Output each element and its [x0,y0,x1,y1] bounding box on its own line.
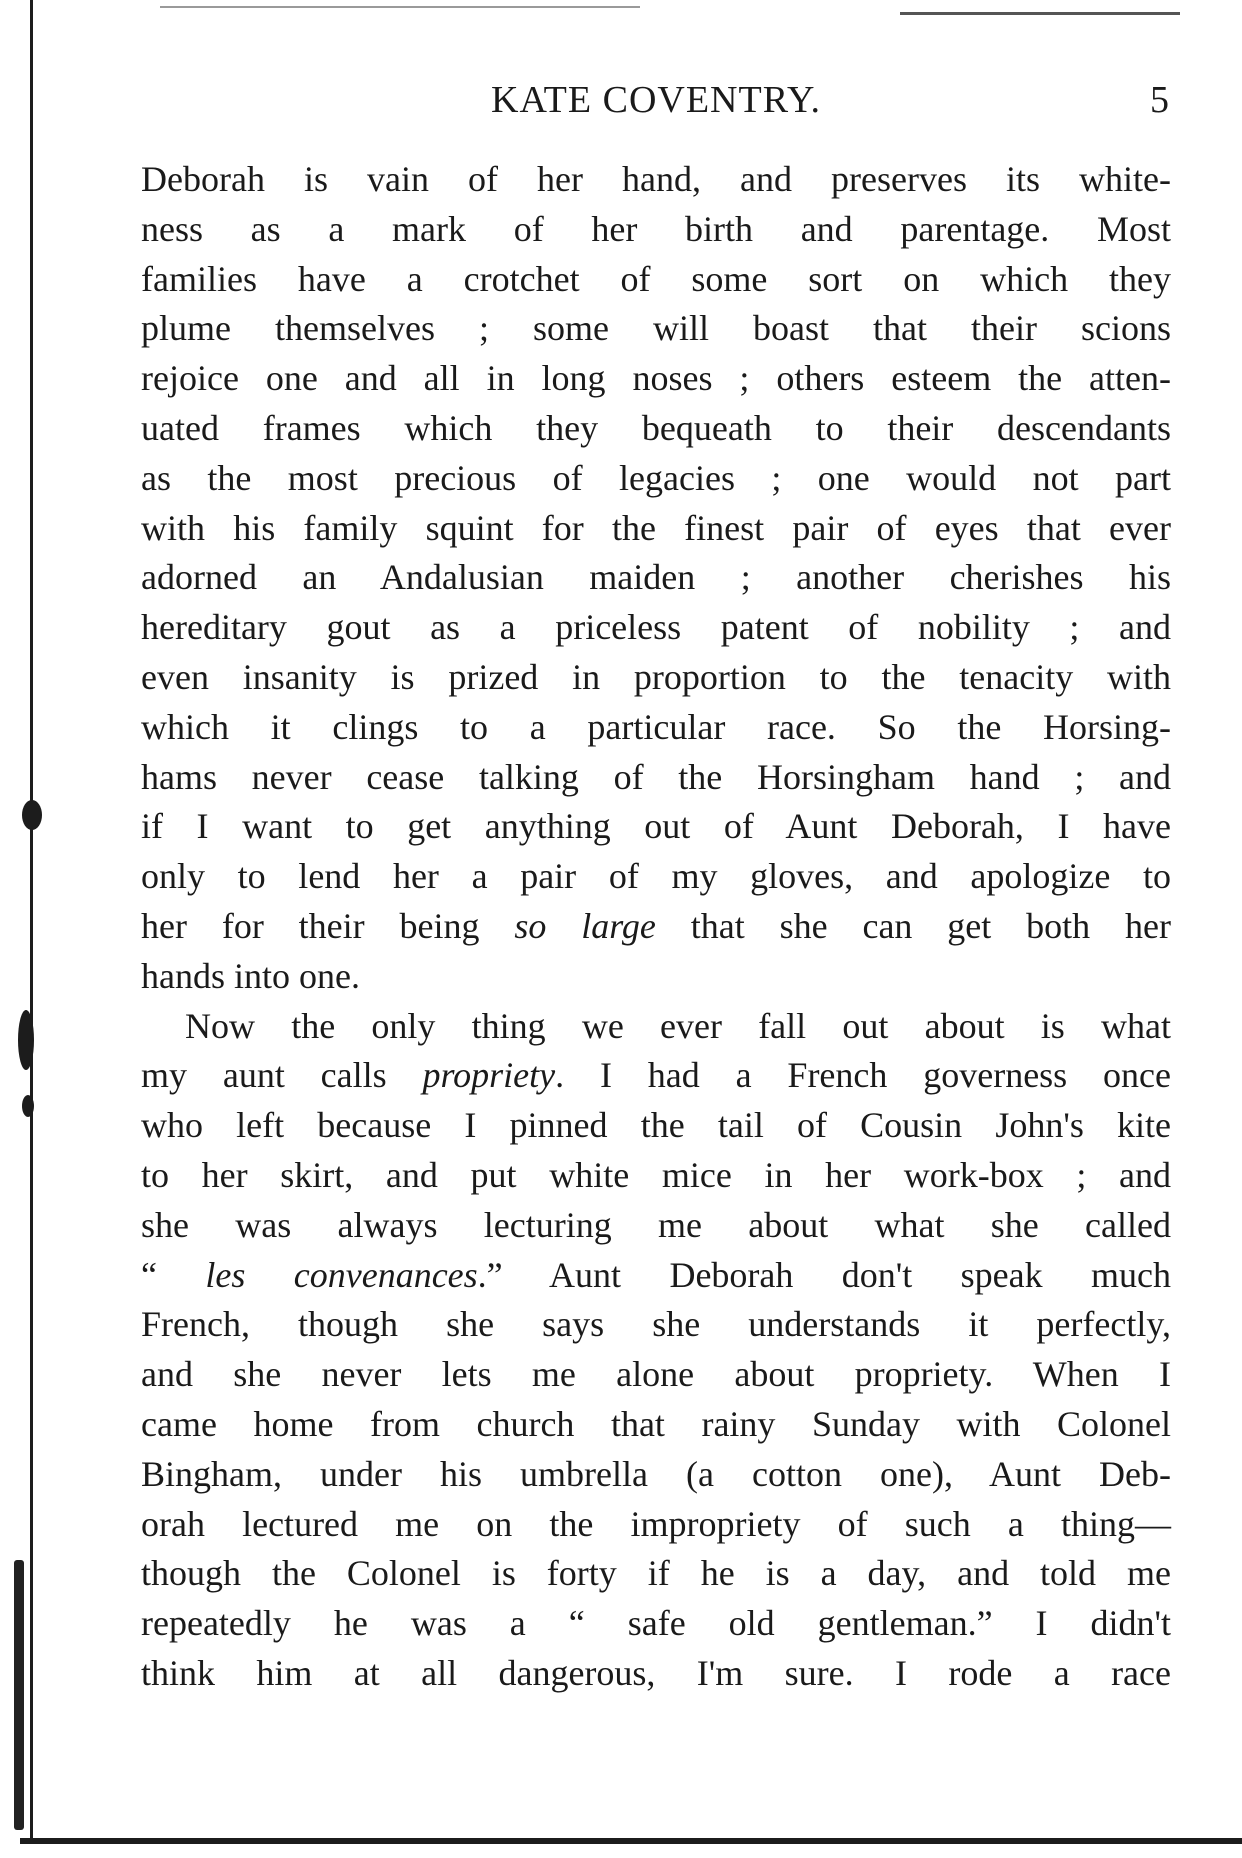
text-run: came home from church that rainy Sunday with Colonel [141,1403,1171,1444]
text-run: she was always lecturing me about what she called [141,1204,1171,1245]
text-line [141,1300,1171,1350]
paragraph [141,1002,1171,1699]
text-line [141,205,1171,255]
text-line [141,952,1171,1002]
text-line [141,852,1171,902]
text-run: though the Colonel is forty if he is a day, and told me [141,1553,1171,1594]
text-line [141,553,1171,603]
italic-text: propriety [422,1055,556,1096]
text-line [141,1400,1171,1450]
text-run: as the most precious of legacies ; one would not part [141,457,1171,498]
text-run: her for their being [141,905,515,946]
text-line [141,1151,1171,1201]
text-line [141,304,1171,354]
text-line [141,1251,1171,1301]
text-run: to her skirt, and put white mice in her work-box ; and [141,1154,1171,1195]
text-run: adorned an Andalusian maiden ; another cherishes his [141,557,1171,598]
running-title: KATE COVENTRY. [491,79,821,121]
text-line [141,155,1171,205]
text-line [141,1051,1171,1101]
text-line [141,802,1171,852]
text-run: that she can get both her [655,905,1171,946]
text-line [141,1450,1171,1500]
paragraph [141,155,1171,1002]
text-line [141,454,1171,504]
text-run: if I want to get anything out of Aunt Deborah, I have [141,806,1171,847]
text-run: with his family squint for the finest pair of eyes that ever [141,507,1171,548]
text-run: families have a crotchet of some sort on which they [141,258,1171,299]
text-line [141,354,1171,404]
text-run: who left because I pinned the tail of Cousin John's kite [141,1105,1171,1146]
scan-blot [22,800,42,830]
text-run: only to lend her a pair of my gloves, and apologize to [141,856,1171,897]
text-line [141,404,1171,454]
running-head [141,78,1171,128]
text-line [141,902,1171,952]
text-run: ness as a mark of her birth and parentage. Most [141,208,1171,249]
text-run: repeatedly he was a “ safe old gentleman.” I didn't [141,1603,1171,1644]
text-line [141,1201,1171,1251]
text-run: which it clings to a particular race. So the Horsing- [141,706,1171,747]
text-line [141,753,1171,803]
page-number: 5 [1150,79,1169,121]
text-run: Deborah is vain of her hand, and preserves its white- [141,159,1171,199]
text-line [141,1649,1171,1699]
text-line [141,653,1171,703]
text-run: uated frames which they bequeath to their descendants [141,407,1171,448]
text-run: and she never lets me alone about propriety. When I [141,1354,1171,1395]
text-run: think him at all dangerous, I'm sure. I rode a race [141,1652,1171,1693]
scan-bottom-edge [20,1838,1242,1844]
text-run: “ [141,1254,206,1295]
scan-left-edge [30,0,33,1840]
text-run: my aunt calls [141,1055,423,1096]
body-text [141,155,1171,1699]
text-run: plume themselves ; some will boast that their scions [141,308,1171,349]
text-line [141,255,1171,305]
text-run: .” Aunt Deborah don't speak much [477,1254,1171,1295]
text-line [141,1549,1171,1599]
text-run: even insanity is prized in proportion to the tenacity with [141,656,1171,697]
italic-text: so large [514,905,656,946]
scan-blot [22,1095,34,1117]
text-line [141,703,1171,753]
text-line [141,1350,1171,1400]
text-run: Now the only thing we ever fall out about is what [185,1005,1171,1046]
text-line [141,1599,1171,1649]
scan-top-mark-right [900,12,1180,15]
text-run: rejoice one and all in long noses ; others esteem the atten- [141,358,1171,399]
scan-blot [18,1010,34,1070]
text-run: hands into one. [141,955,360,996]
text-line [141,1002,1171,1052]
text-line [141,1500,1171,1550]
text-run: orah lectured me on the impropriety of such a thing— [141,1503,1171,1544]
text-line [141,504,1171,554]
italic-text: les convenances [205,1254,478,1295]
scan-binding-shadow [14,1560,24,1830]
text-run: . I had a French governess once [555,1055,1171,1096]
text-run: hams never cease talking of the Horsingham hand ; and [141,756,1171,797]
scan-top-mark [160,6,640,8]
text-run: Bingham, under his umbrella (a cotton one), Aunt Deb- [141,1453,1171,1494]
text-line [141,603,1171,653]
text-run: hereditary gout as a priceless patent of nobility ; and [141,607,1171,648]
text-run: French, though she says she understands it perfectly, [141,1304,1171,1345]
text-line [141,1101,1171,1151]
